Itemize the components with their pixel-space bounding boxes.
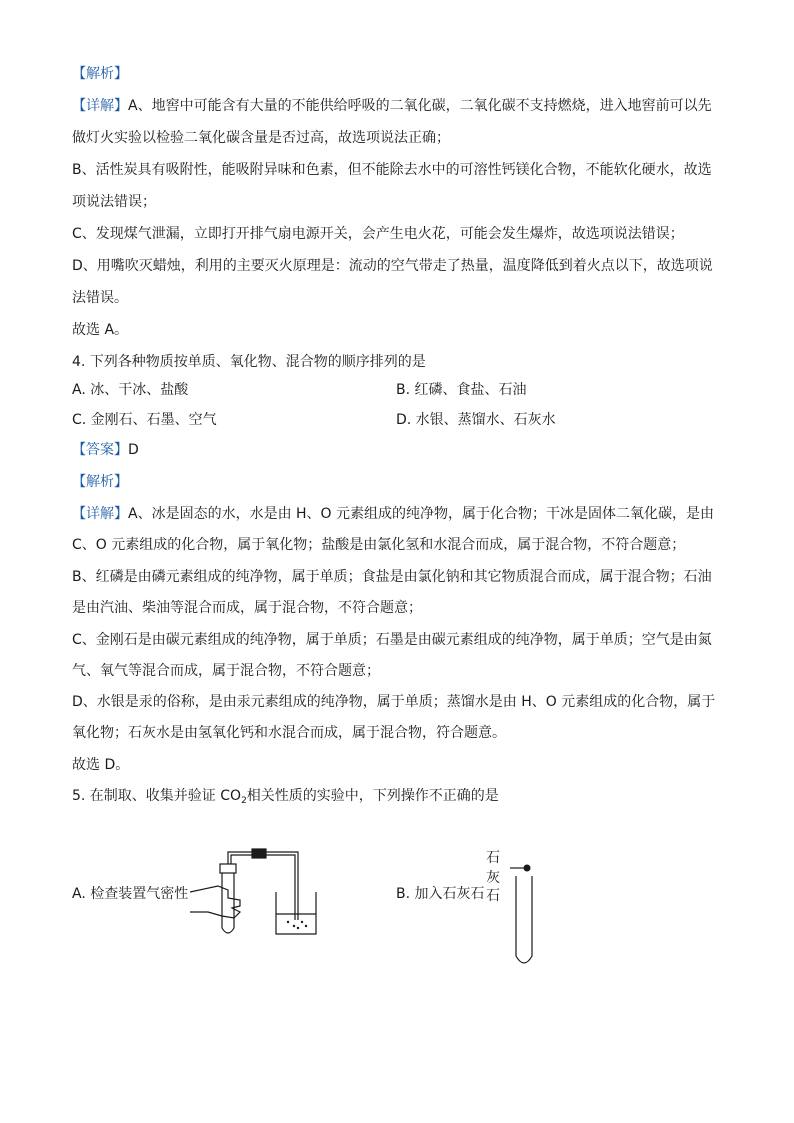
- q4-detail-d-line-2: 氧化物；石灰水是由氢氧化钙和水混合而成，属于混合物，符合题意。: [72, 725, 506, 741]
- q5-option-b-label: B. 加入石灰石: [396, 886, 485, 902]
- detail-d-line-2: 法错误。: [72, 290, 128, 306]
- q4-detail-tag: 【详解】: [72, 506, 128, 522]
- hand-icon: [190, 886, 240, 918]
- q4-option-c: C. 金刚石、石墨、空气: [72, 412, 217, 428]
- q4-conclusion: 故选 D。: [72, 757, 130, 773]
- q5-stem-sub: 2: [241, 796, 247, 806]
- q5-option-a-label: A. 检查装置气密性: [72, 886, 189, 902]
- q5-stem-post: 相关性质的实验中，下列操作不正确的是: [246, 788, 499, 804]
- q4-answer-line: [72, 440, 722, 460]
- q5-stem-pre: 5. 在制取、收集并验证 CO: [72, 788, 242, 804]
- fig-b-label-hui: 灰: [486, 870, 500, 886]
- rubber-tube-joint: [252, 849, 266, 858]
- rubber-stopper: [220, 864, 236, 873]
- add-limestone-figure: [480, 842, 550, 970]
- conclusion-1: 故选 A。: [72, 322, 129, 338]
- detail-c-line-1: C、发现煤气泄漏，立即打开排气扇电源开关，会产生电火花，可能会发生爆炸，故选项说法错误；: [72, 226, 684, 242]
- q4-detail-a-text-1: A、冰是固态的水，水是由 H、O 元素组成的纯净物，属于化合物；干冰是固体二氧化碳，是由: [128, 506, 715, 522]
- q4-option-d: D. 水银、蒸馏水、石灰水: [396, 412, 556, 428]
- q4-option-a: A. 冰、干冰、盐酸: [72, 382, 189, 398]
- detail-d-line-1: D、用嘴吹灭蜡烛，利用的主要灭火原理是：流动的空气带走了热量，温度降低到着火点以下，故选项说: [72, 258, 713, 274]
- delivery-tube-inner: [231, 855, 295, 920]
- detail-a-line-2: 做灯火实验以检验二氧化碳含量是否过高，故选项说法正确；: [72, 130, 450, 146]
- detail-a-text-1: A、地窖中可能含有大量的不能供给呼吸的二氧化碳，二氧化碳不支持燃烧，进入地窖前可以先: [128, 98, 712, 114]
- fig-b-label-shi2: 石: [486, 888, 500, 904]
- airtightness-apparatus-figure: [188, 842, 318, 942]
- answer-value: D: [128, 442, 139, 458]
- test-tube-a: [222, 872, 234, 933]
- bubbles: [287, 921, 307, 929]
- q4-option-b: B. 红磷、食盐、石油: [396, 382, 527, 398]
- detail-b-line-1: B、活性炭具有吸附性，能吸附异味和色素，但不能除去水中的可溶性钙镁化合物，不能软化硬水，故选: [72, 162, 712, 178]
- q4-detail-d-line-1: D、水银是汞的俗称，是由汞元素组成的纯净物，属于单质；蒸馏水是由 H、O 元素组成的化合物，属于: [72, 694, 716, 710]
- q4-detail-a-line-1: [72, 504, 722, 524]
- detail-b-line-2: 项说法错误；: [72, 194, 156, 210]
- q4-detail-c-line-2: 气、氧气等混合而成，属于混合物，不符合题意；: [72, 663, 380, 679]
- q4-detail-b-line-2: 是由汽油、柴油等混合而成，属于混合物，不符合题意；: [72, 600, 422, 616]
- q5-stem: [72, 786, 722, 811]
- detail-tag: 【详解】: [72, 98, 128, 114]
- q4-detail-c-line-1: C、金刚石是由碳元素组成的纯净物，属于单质；石墨是由碳元素组成的纯净物，属于单质；空气是由氮: [72, 632, 712, 648]
- q4-analysis-tag: 【解析】: [72, 474, 128, 490]
- delivery-tube-outer: [228, 852, 298, 920]
- q4-detail-a-line-2: C、O 元素组成的化合物，属于氧化物；盐酸是由氯化氢和水混合而成，属于混合物，不符合题意；: [72, 537, 686, 553]
- q4-stem: 4. 下列各种物质按单质、氧化物、混合物的顺序排列的是: [72, 354, 426, 370]
- fig-b-label-shi: 石: [486, 850, 500, 866]
- detail-a-line-1: [72, 96, 722, 116]
- q4-detail-b-line-1: B、红磷是由磷元素组成的纯净物，属于单质；食盐是由氯化钠和其它物质混合而成，属于混合物；石油: [72, 569, 712, 585]
- answer-tag: 【答案】: [72, 442, 128, 458]
- limestone-lump: [524, 865, 531, 872]
- test-tube-b: [516, 876, 532, 963]
- analysis-tag: 【解析】: [72, 66, 128, 82]
- beaker: [276, 892, 316, 934]
